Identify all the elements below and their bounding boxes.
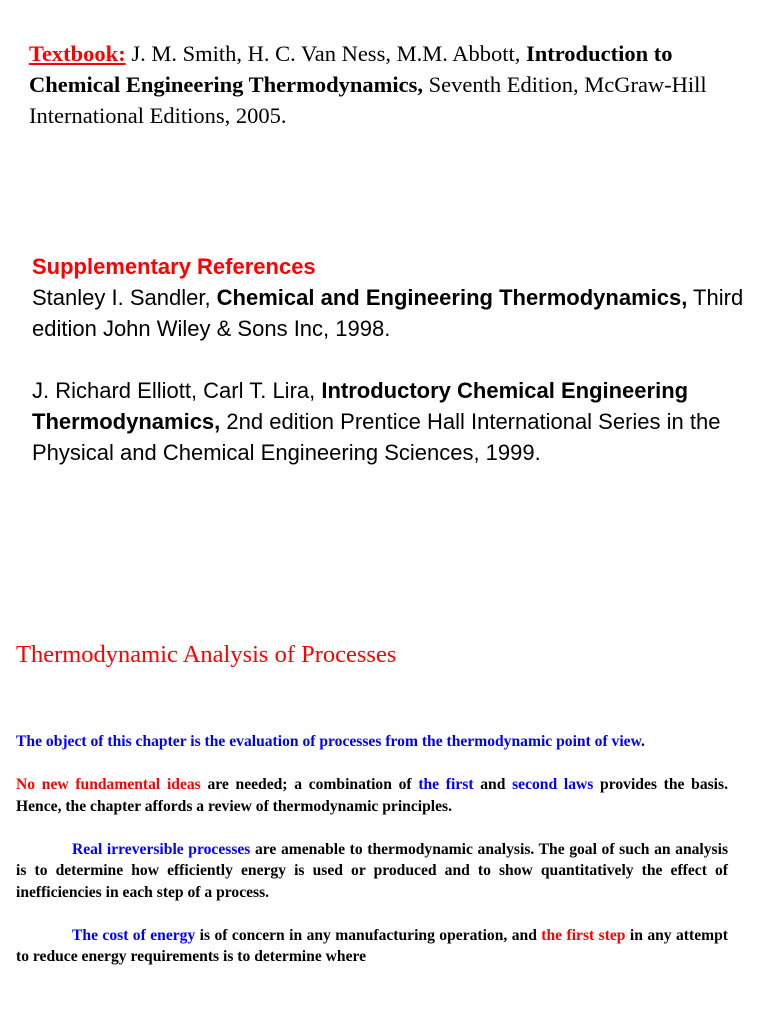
reference-item [32, 282, 757, 344]
paragraph-4 [16, 925, 728, 968]
textbook-edition: Seventh Edition, McGraw-Hill International Editions, 2005. [29, 72, 707, 128]
reference-authors: Stanley I. Sandler, [32, 285, 217, 310]
reference-title: Chemical and Engineering Thermodynamics, [216, 285, 688, 310]
reference-publisher: Third edition John Wiley & Sons Inc, 1998. [32, 285, 744, 341]
supplementary-references [32, 251, 757, 468]
paragraph-text: are needed; a combination of [200, 776, 419, 793]
textbook-authors: J. M. Smith, H. C. Van Ness, M.M. Abbott, [125, 41, 526, 66]
highlight-red: No new fundamental ideas [16, 776, 201, 793]
paragraph-1 [16, 731, 728, 753]
paragraph-text: and [473, 776, 513, 793]
highlight-blue: Real irreversible processes [72, 840, 251, 858]
highlight-blue: The cost of energy [72, 926, 196, 944]
textbook-title: Introduction to Chemical Engineering Thermodynamics, [29, 41, 673, 97]
paragraph-text: . [641, 733, 645, 750]
supplementary-heading: Supplementary References [32, 254, 316, 279]
highlight-blue: the first [418, 776, 474, 793]
paragraph-text: are amenable to thermodynamic analysis. The goal of such an analysis is to determine how efficiently energy is used or produced and to show quantitatively the effect of inefficiencies in each step of a process. [16, 840, 729, 901]
textbook-label: Textbook: [29, 41, 126, 66]
highlight-blue: second laws [512, 776, 594, 793]
reference-title: Introductory Chemical Engineering Thermodynamics, [32, 378, 689, 434]
section-body [16, 731, 728, 968]
paragraph-2 [16, 774, 728, 817]
section-title: Thermodynamic Analysis of Processes [16, 641, 397, 668]
reference-item [32, 375, 757, 468]
reference-authors: J. Richard Elliott, Carl T. Lira, [32, 378, 322, 403]
highlight-red: the first step [541, 926, 626, 944]
reference-publisher: 2nd edition Prentice Hall International Series in the Physical and Chemical Engineering Sciences, 1999. [32, 409, 721, 465]
paragraph-text: is of concern in any manufacturing operation, and [195, 926, 542, 944]
paragraph-3 [16, 839, 728, 904]
paragraph-text: in any attempt to reduce energy requirements is to determine where [16, 926, 728, 965]
highlight-blue: The object of this chapter is the evaluation of processes from the thermodynamic point of view [16, 733, 641, 750]
paragraph-text: provides the basis. Hence, the chapter affords a review of thermodynamic principles. [16, 776, 728, 815]
textbook-reference [29, 38, 749, 131]
